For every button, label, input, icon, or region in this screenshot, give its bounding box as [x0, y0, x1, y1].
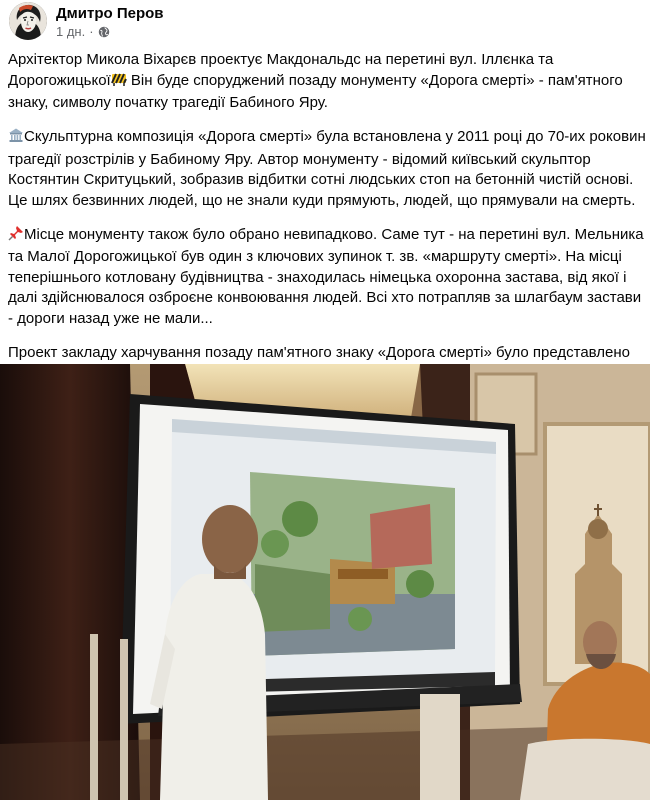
paragraph-4-text: Проект закладу харчування позаду пам'ятного знаку «Дорога смерті» було представлено: [8, 343, 631, 361]
paragraph-1-tail: Він буде споруджений позаду монументу «Дорога смерті» - пам'ятного знаку, символу початку трагедії Бабиного Яру.: [8, 71, 623, 111]
presentation-photo: [0, 364, 650, 800]
globe-icon[interactable]: [98, 26, 110, 38]
separator-dot: ·: [89, 24, 94, 39]
post-time[interactable]: 1 дн.: [56, 24, 86, 39]
paragraph-2: [8, 127, 646, 211]
post-header: [0, 0, 650, 44]
classical-building-icon: [8, 127, 24, 150]
paragraph-1-text: Архітектор Микола Віхарєв проектує Макдональдс на перетині вул. Іллєнка та Дорогожицької: [8, 51, 554, 89]
paragraph-3: [8, 225, 646, 330]
author-name[interactable]: Дмитро Перов: [56, 5, 164, 22]
avatar-image: [9, 2, 47, 40]
pushpin-icon: [8, 225, 24, 248]
post-meta: [56, 24, 110, 39]
paragraph-2-text: Скульптурна композиція «Дорога смерті» була встановлена у 2011 році до 70-их роковин трагедії розстрілів у Бабиному Яру. Автор монументу - відомий київський скульптор Костянтин Скритуцький, зобразив відбитки сотні людських стоп на бетонній чистій основі. Це шлях безвинних людей, що не знали куди прямують, людей, що прямували на смерть.: [8, 128, 646, 209]
construction-sign-icon: [111, 71, 127, 94]
paragraph-1: [8, 50, 646, 114]
paragraph-3-text: Місце монументу також було обрано невипадково. Саме тут - на перетині вул. Мельника та Малої Дорогожицької був один з ключових зупинок т. зв. «маршруту смерті». На місці теперішнього котловану будівництва - знаходилась німецька охоронна застава, від якої і далі здійснювалося озброєне конвоювання людей. Всі хто потрапляв за шлагбаум застави - дороги назад уже не мали...: [8, 225, 644, 327]
avatar[interactable]: [9, 2, 47, 40]
post-photo[interactable]: [0, 364, 650, 800]
